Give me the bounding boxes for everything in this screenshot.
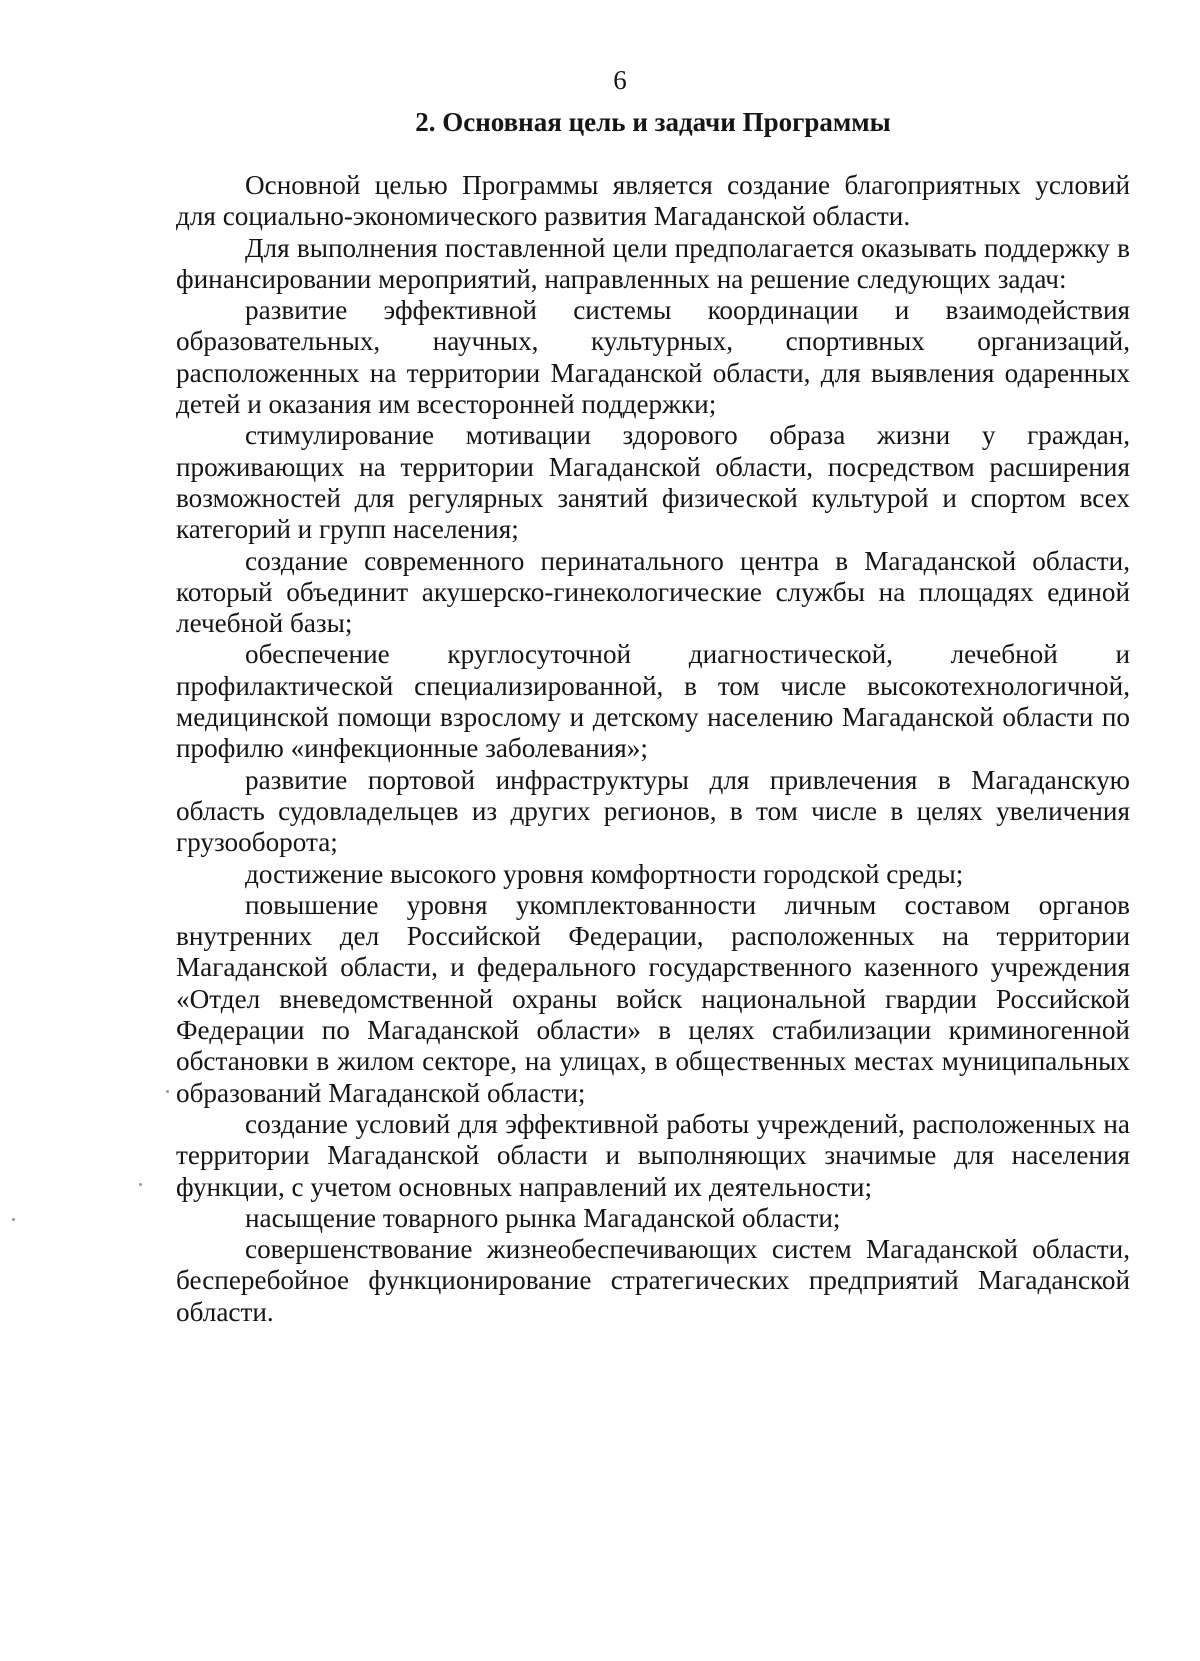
task-item: совершенствование жизнеобеспечивающих систем Магаданской области, бесперебойное функционирование стратегических предприятий Магаданской области. — [176, 1234, 1130, 1327]
task-item: создание условий для эффективной работы учреждений, расположенных на территории Магаданской области и выполняющих значимые для населения функции, с учетом основных направлений их деятельности; — [176, 1108, 1130, 1202]
paragraph-tasks-intro: Для выполнения поставленной цели предполагается оказывать поддержку в финансировании мероприятий, направленных на решение следующих задач: — [176, 232, 1130, 294]
task-item: стимулирование мотивации здорового образа жизни у граждан, проживающих на территории Магаданской области, посредством расширения возможностей для регулярных занятий физической культурой и спортом всех категорий и групп населения; — [176, 420, 1130, 545]
task-item: развитие эффективной системы координации и взаимодействия образовательных, научных, культурных, спортивных организаций, расположенных на территории Магаданской области, для выявления одаренных детей и оказания им всесторонней поддержки; — [176, 295, 1130, 420]
page-number: 6 — [613, 65, 627, 95]
task-item: достижение высокого уровня комфортности городской среды; — [245, 858, 964, 889]
task-item: создание современного перинатального центра в Магаданской области, который объединит акушерско-гинекологические службы на площадях единой лечебной базы; — [176, 545, 1130, 639]
scan-speck — [139, 1183, 142, 1186]
scan-speck — [166, 1090, 169, 1093]
paragraph-goal: Основной целью Программы является создание благоприятных условий для социально-экономического развития Магаданской области. — [176, 170, 1130, 232]
task-item: развитие портовой инфраструктуры для привлечения в Магаданскую область судовладельцев из других регионов, в том числе в целях увеличения грузооборота; — [176, 764, 1130, 858]
task-item: обеспечение круглосуточной диагностической, лечебной и профилактической специализированной, в том числе высокотехнологичной, медицинской помощи взрослому и детскому населению Магаданской области по профилю «инфекционные заболевания»; — [176, 639, 1130, 764]
document-body — [176, 170, 1130, 1328]
task-item: насыщение товарного рынка Магаданской области; — [245, 1202, 841, 1233]
section-heading: 2. Основная цель и задачи Программы — [415, 107, 891, 137]
scan-speck — [12, 1218, 15, 1221]
task-item: повышение уровня укомплектованности личным составом органов внутренних дел Российской Федерации, расположенных на территории Магаданской области, и федерального государственного казенного учреждения «Отдел вневедомственной охраны войск национальной гвардии Российской Федерации по Магаданской области» в целях стабилизации криминогенной обстановки в жилом секторе, на улицах, в общественных местах муниципальных образований Магаданской области; — [176, 889, 1130, 1108]
